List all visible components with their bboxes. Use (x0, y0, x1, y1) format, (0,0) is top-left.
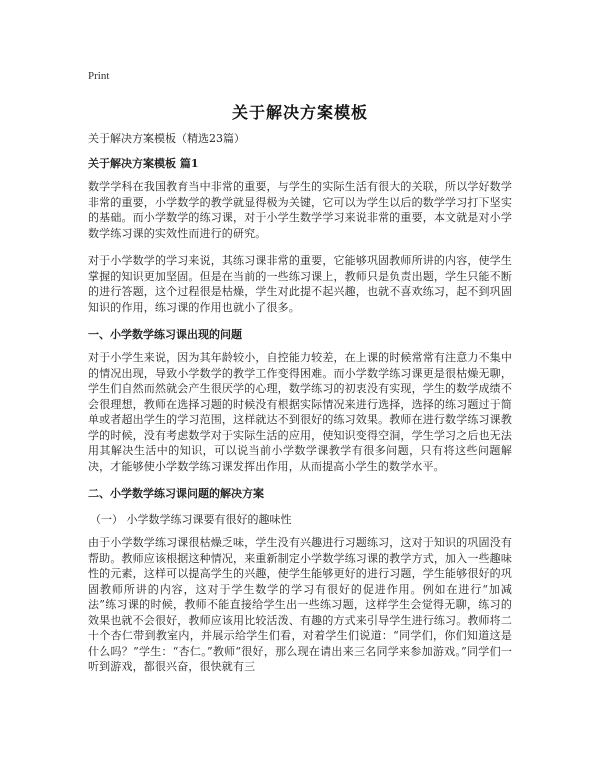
paragraph: 数学学科在我国教育当中非常的重要，与学生的实际生活有很大的关联，所以学好数学非常的重要，小学数学的教学就显得极为关键，它可以为学生以后的数学学习打下坚实的基础。而小学数学的练习课，对于小学生数学学习来说非常的重要，本文就是对小学数学练习课的实效性而进行的研究。 (88, 180, 512, 240)
paragraph: 对于小学数学的学习来说，其练习课非常的重要，它能够巩固教师所讲的内容，使学生掌握的知识更加坚固。但是在当前的一些练习课上，教师只是负责出题，学生只能不断的进行答题，这个过程很是枯燥，学生对此提不起兴趣，也就不喜欢练习，起不到巩固知识的作用，练习课的作用也就小了很多。 (88, 254, 512, 314)
document-subtitle: 关于解决方案模板（精选23篇） (88, 132, 245, 145)
paragraph: 对于小学生来说，因为其年龄较小，自控能力较差，在上课的时候常常有注意力不集中的情况出现，导致小学数学的教学工作变得困难。而小学数学练习课更是很枯燥无聊，学生们自然而然就会产生很厌学的心理，数学练习的初衷没有实现，学生的数学成绩不会很理想，教师在选择习题的时候没有根据实际情况来进行选择，选择的练习题过于简单或者超出学生的学习范围，这样就达不到很好的练习效果。教师在进行数学练习课教学的时候，没有考虑数学对于实际生活的应用，使知识变得空洞，学生学习之后也无法用其解决生活中的知识，可以说当前小学数学课教学有很多问题，只有将这些问题解决，才能够使小学数学练习课发挥出作用，从而提高小学生的数学水平。 (88, 351, 512, 473)
print-link[interactable]: Print (88, 70, 110, 82)
heading-problems: 一、小学数学练习课出现的问题 (88, 328, 242, 341)
paragraph: 由于小学数学练习课很枯燥乏味，学生没有兴趣进行习题练习，这对于知识的巩固没有帮助。教师应该根据这种情况，来重新制定小学数学练习课的教学方式，加入一些趣味性的元素，这样可以提高学生的兴趣，使学生能够更好的进行习题，学生能够很好的巩固教师所讲的内容，这对于学生数学的学习有很好的促进作用。例如在进行“加减法”练习课的时候，教师不能直接给学生出一些练习题，这样学生会觉得无聊，练习的效果也就不会很好，教师应该用比较活泼、有趣的方式来引导学生进行练习。教师将二十个杏仁带到教室内，并展示给学生们看，对着学生们说道：“同学们，你们知道这是什么吗？”学生：“杏仁。”教师“很好，那么现在请出来三名同学来参加游戏。”同学们一听到游戏，都很兴奋，很快就有三 (88, 536, 512, 673)
section-title: 关于解决方案模板 篇1 (88, 157, 199, 170)
heading-solutions: 二、小学数学练习课问题的解决方案 (88, 487, 264, 500)
document-content (88, 131, 512, 687)
page-title: 关于解决方案模板 (231, 103, 368, 122)
subheading-interest: （一） 小学数学练习课要有很好的趣味性 (90, 513, 292, 526)
